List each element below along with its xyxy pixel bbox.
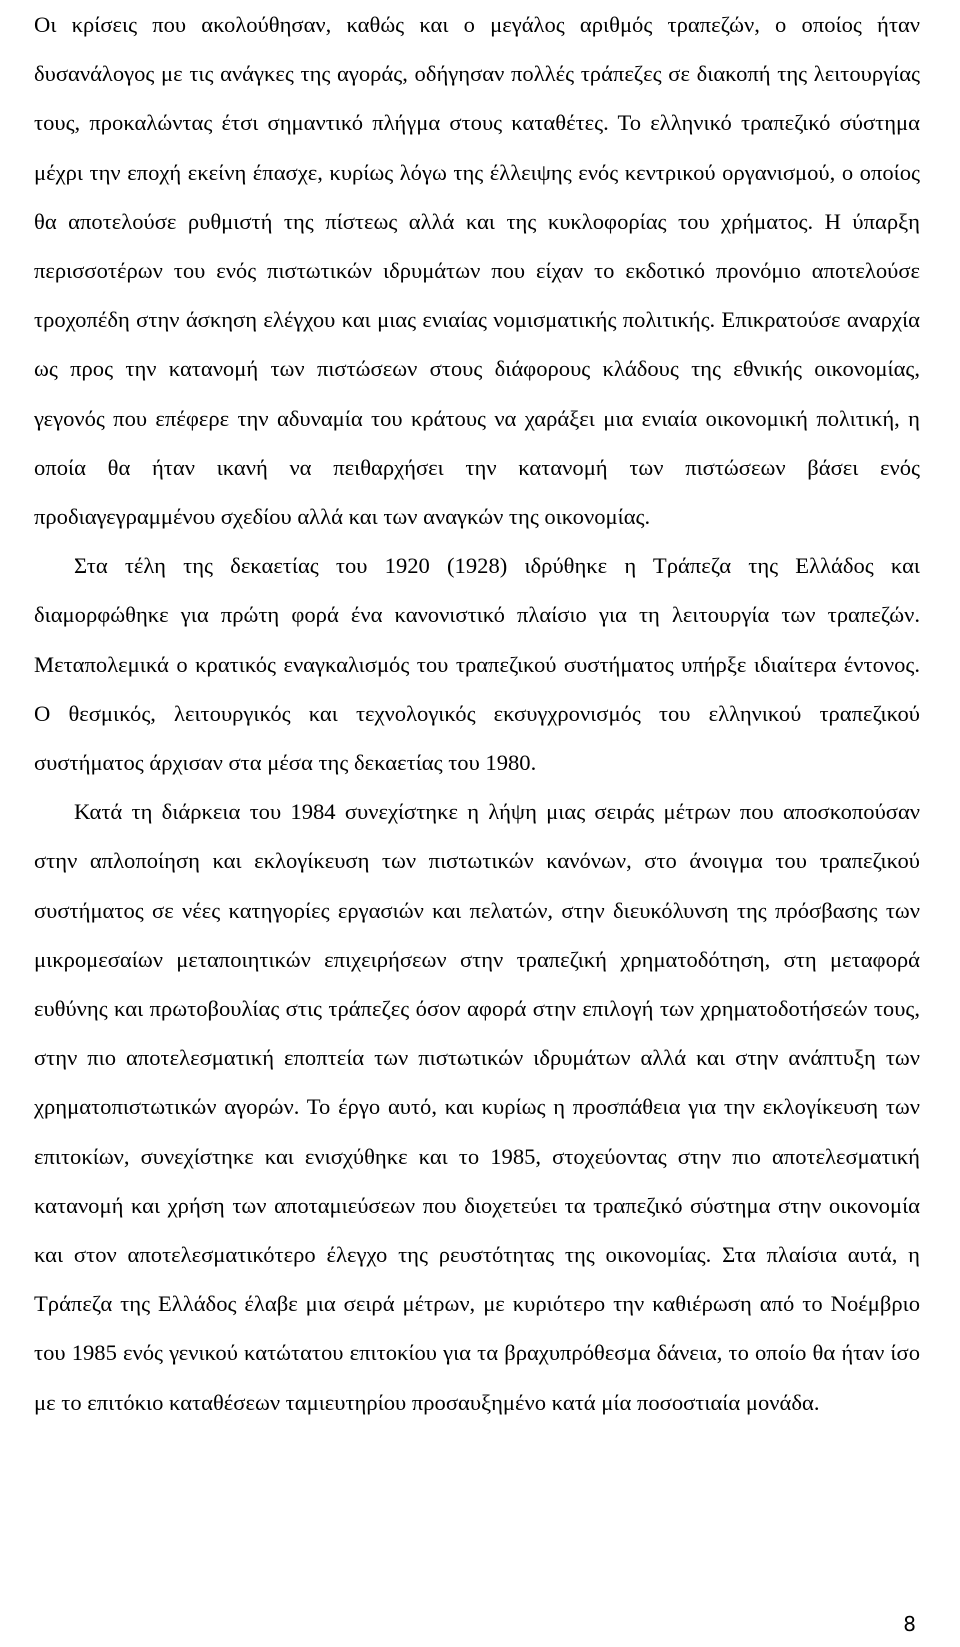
document-body [34,0,920,1427]
paragraph-bank-of-greece: Στα τέλη της δεκαετίας του 1920 (1928) ιδρύθηκε η Τράπεζα της Ελλάδος και διαμορφώθηκε για πρώτη φορά ένα κανονιστικό πλαίσιο για τη λειτουργία των τραπεζών. Μεταπολεμικά ο κρατικός εναγκαλισμός του τραπεζικού συστήματος υπήρξε ιδιαίτερα έντονος. Ο θεσμικός, λειτουργικός και τεχνολογικός εκσυγχρονισμός του ελληνικού τραπεζικού συστήματος άρχισαν στα μέσα της δεκαετίας του 1980. [34,553,920,776]
page-number: 8 [903,1612,916,1636]
paragraph-crises: Οι κρίσεις που ακολούθησαν, καθώς και ο μεγάλος αριθμός τραπεζών, ο οποίος ήταν δυσανάλογος με τις ανάγκες της αγοράς, οδήγησαν πολλές τράπεζες σε διακοπή της λειτουργίας τους, προκαλώντας έτσι σημαντικό πλήγμα στους καταθέτες. Το ελληνικό τραπεζικό σύστημα μέχρι την εποχή εκείνη έπασχε, κυρίως λόγω της έλλειψης ενός κεντρικού οργανισμού, ο οποίος θα αποτελούσε ρυθμιστή της πίστεως αλλά και της κυκλοφορίας του χρήματος. Η ύπαρξη περισσοτέρων του ενός πιστωτικών ιδρυμάτων που είχαν το εκδοτικό προνόμιο αποτελούσε τροχοπέδη στην άσκηση ελέγχου και μιας ενιαίας νομισματικής πολιτικής. Επικρατούσε αναρχία ως προς την κατανομή των πιστώσεων στους διάφορους κλάδους της εθνικής οικονομίας, γεγονός που επέφερε την αδυναμία του κράτους να χαράξει μια ενιαία οικονομική πολιτική, η οποία θα ήταν ικανή να πειθαρχήσει την κατανομή των πιστώσεων βάσει ενός προδιαγεγραμμένου σχεδίου αλλά και των αναγκών της οικονομίας. [34,12,920,530]
paragraph-1984-measures: Κατά τη διάρκεια του 1984 συνεχίστηκε η λήψη μιας σειράς μέτρων που αποσκοπούσαν στην απλοποίηση και εκλογίκευση των πιστωτικών κανόνων, στο άνοιγμα του τραπεζικού συστήματος σε νέες κατηγορίες εργασιών και πελατών, στην διευκόλυνση της πρόσβασης των μικρομεσαίων μεταποιητικών επιχειρήσεων στην τραπεζική χρηματοδότηση, στη μεταφορά ευθύνης και πρωτοβουλίας στις τράπεζες όσον αφορά στην επιλογή των χρηματοδοτήσεών τους, στην πιο αποτελεσματική εποπτεία των πιστωτικών ιδρυμάτων αλλά και στην ανάπτυξη των χρηματοπιστωτικών αγορών. Το έργο αυτό, και κυρίως η προσπάθεια για την εκλογίκευση των επιτοκίων, συνεχίστηκε και ενισχύθηκε και το 1985, στοχεύοντας στην πιο αποτελεσματική κατανομή και χρήση των αποταμιεύσεων που διοχετεύει τα τραπεζικό σύστημα στην οικονομία και στον αποτελεσματικότερο έλεγχο της ρευστότητας της οικονομίας. Στα πλαίσια αυτά, η Τράπεζα της Ελλάδος έλαβε μια σειρά μέτρων, με κυριότερο την καθιέρωση από το Νοέμβριο του 1985 ενός γενικού κατώτατου επιτοκίου για τα βραχυπρόθεσμα δάνεια, το οποίο θα ήταν ίσο με το επιτόκιο καταθέσεων ταμιευτηρίου προσαυξημένο κατά μία ποσοστιαία μονάδα. [34,799,920,1415]
